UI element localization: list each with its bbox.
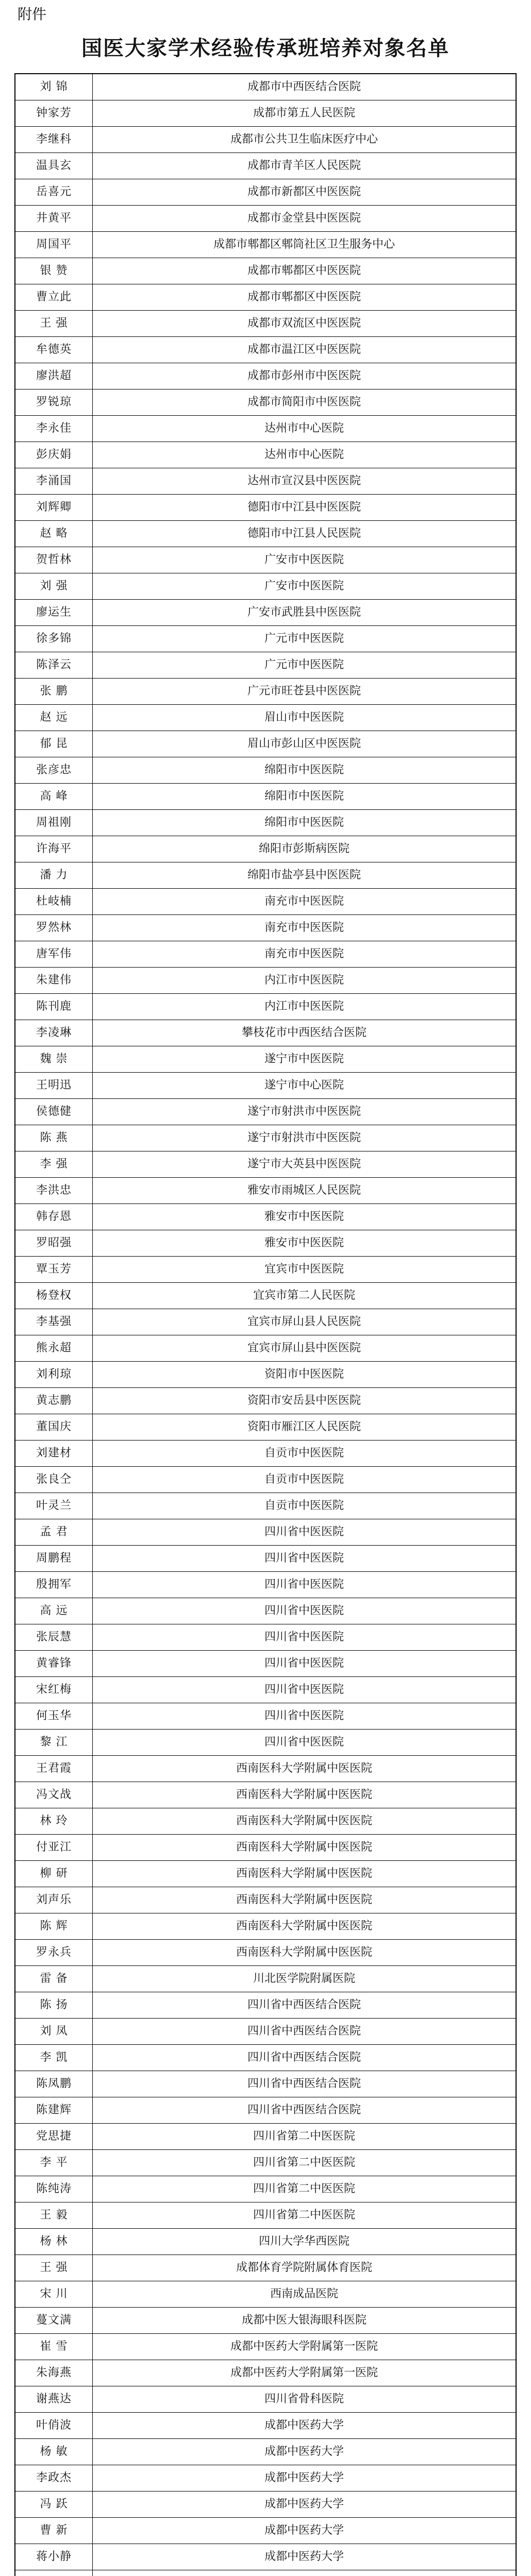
- table-row: [15, 1309, 516, 1335]
- trainee-name: 高 远: [15, 1598, 93, 1624]
- table-row: [15, 1388, 516, 1414]
- trainee-name: 彭庆娟: [15, 442, 93, 468]
- trainee-name: 赵 略: [15, 521, 93, 547]
- trainee-name: 蒋小静: [15, 2544, 93, 2570]
- table-row: [15, 836, 516, 862]
- trainee-name: 温具玄: [15, 153, 93, 179]
- table-row: [15, 2176, 516, 2202]
- institution-name: 西南医科大学附属中医医院: [236, 1867, 372, 1880]
- table-row: [15, 2045, 516, 2071]
- trainee-name: 冯 跃: [15, 2492, 93, 2517]
- trainee-name: 刘 强: [15, 573, 93, 599]
- institution-name: 南充市中医医院: [264, 895, 344, 908]
- institution-name: 成都市双流区中医医院: [247, 317, 361, 330]
- institution-name: 绵阳市中医医院: [264, 764, 344, 776]
- trainee-name: 陈刊鹿: [15, 994, 93, 1020]
- table-row: [15, 74, 516, 100]
- trainee-name: 何玉华: [15, 1703, 93, 1729]
- trainee-name: 李 强: [15, 1151, 93, 1177]
- table-row: [15, 127, 516, 153]
- trainee-name: 曹 新: [15, 2518, 93, 2544]
- trainee-name: 刘 凤: [15, 2019, 93, 2044]
- table-row: [15, 1204, 516, 1230]
- trainee-name: 张彦忠: [15, 757, 93, 783]
- table-row: [15, 232, 516, 258]
- trainee-name: 黎 江: [15, 1730, 93, 1755]
- table-row: [15, 652, 516, 679]
- trainee-name: 张 鹏: [15, 679, 93, 704]
- trainee-name: 贺哲林: [15, 547, 93, 573]
- table-row: [15, 626, 516, 652]
- institution-name: 西南医科大学附属中医医院: [236, 1946, 372, 1959]
- table-row: [15, 2281, 516, 2308]
- table-row: [15, 2570, 516, 2576]
- trainee-name: 朱海燕: [15, 2360, 93, 2386]
- institution-name: 西南医科大学附属中医医院: [236, 1788, 372, 1801]
- institution-name: 德阳市中江县人民医院: [247, 527, 361, 540]
- institution-name: 成都市郫都区中医医院: [247, 291, 361, 303]
- institution-name: 成都体育学院附属体育医院: [236, 2261, 372, 2274]
- institution-name: 西南医科大学附属中医医院: [236, 1762, 372, 1775]
- table-row: [15, 2150, 516, 2176]
- table-row: [15, 1913, 516, 1940]
- trainee-name: 王 强: [15, 2255, 93, 2281]
- institution-name: 绵阳市中医医院: [264, 816, 344, 829]
- trainee-name: 殷拥军: [15, 1572, 93, 1598]
- institution-name: 攀枝花市中西医结合医院: [241, 1026, 367, 1039]
- table-row: [15, 1572, 516, 1598]
- table-row: [15, 547, 516, 573]
- trainee-name: 陈建辉: [15, 2097, 93, 2123]
- institution-name: 自贡市中医医院: [264, 1499, 344, 1512]
- trainee-name: 柳 研: [15, 1861, 93, 1887]
- institution-name: [93, 2570, 516, 2576]
- institution-name: 四川省中西医结合医院: [247, 2025, 361, 2038]
- institution-name: 四川省中医医院: [264, 1604, 344, 1617]
- trainee-name: 牟德英: [15, 337, 93, 363]
- trainee-name: 高 峰: [15, 784, 93, 809]
- institution-name: 四川省中西医结合医院: [247, 2077, 361, 2090]
- institution-name: 眉山市中医医院: [264, 711, 344, 724]
- trainee-name: 王 强: [15, 311, 93, 336]
- institution-name: 绵阳市中医医院: [264, 790, 344, 803]
- table-row: [15, 2492, 516, 2518]
- institution-name: 达州市宣汉县中医医院: [247, 474, 361, 487]
- table-row: [15, 731, 516, 757]
- trainee-name: 宋 川: [15, 2281, 93, 2307]
- institution-name: 四川省中医医院: [264, 1657, 344, 1670]
- institution-name: 成都中医药大学: [264, 2550, 344, 2563]
- table-row: [15, 2124, 516, 2150]
- table-row: [15, 1519, 516, 1546]
- institution-name: 成都中医药大学: [264, 2498, 344, 2511]
- table-row: [15, 2071, 516, 2097]
- trainee-name: 杨 林: [15, 2229, 93, 2255]
- institution-name: 四川省中医医院: [264, 1578, 344, 1591]
- table-row: [15, 1992, 516, 2019]
- trainee-name: 唐军伟: [15, 941, 93, 967]
- table-row: [15, 2334, 516, 2360]
- institution-name: 资阳市中医医院: [264, 1368, 344, 1381]
- trainee-name: 陈 辉: [15, 1913, 93, 1939]
- institution-name: 四川省中西医结合医院: [247, 2104, 361, 2116]
- institution-name: 西南医科大学附属中医医院: [236, 1841, 372, 1854]
- trainee-name: 刘声乐: [15, 1887, 93, 1913]
- roster-table: [14, 73, 517, 2576]
- table-row: [15, 1546, 516, 1572]
- table-row: [15, 1178, 516, 1204]
- institution-name: 四川省中医医院: [264, 1526, 344, 1538]
- institution-name: 四川省第二中医医院: [253, 2130, 355, 2143]
- trainee-name: 刘利琼: [15, 1362, 93, 1387]
- institution-name: 绵阳市彭斯病医院: [258, 842, 350, 855]
- table-row: [15, 1073, 516, 1099]
- table-row: [15, 153, 516, 179]
- institution-name: 成都市青羊区人民医院: [247, 159, 361, 172]
- trainee-name: 张辰慧: [15, 1624, 93, 1650]
- institution-name: 四川省骨科医院: [264, 2393, 344, 2405]
- table-row: [15, 337, 516, 363]
- trainee-name: 李基强: [15, 1309, 93, 1335]
- trainee-name: 李继科: [15, 127, 93, 152]
- trainee-name: 韩存恩: [15, 1204, 93, 1230]
- table-row: [15, 968, 516, 994]
- trainee-name: 李 平: [15, 2150, 93, 2176]
- table-row: [15, 679, 516, 705]
- table-row: [15, 600, 516, 626]
- trainee-name: 周祖刚: [15, 810, 93, 836]
- institution-name: 川北医学院附属医院: [253, 1972, 355, 1985]
- trainee-name: 廖运生: [15, 600, 93, 625]
- table-row: [15, 1835, 516, 1861]
- table-row: [15, 705, 516, 731]
- annex-label: 附件: [18, 6, 47, 23]
- trainee-name: 周鹏程: [15, 1546, 93, 1571]
- trainee-name: 罗锐琼: [15, 389, 93, 415]
- institution-name: 成都市郫都区郫筒社区卫生服务中心: [213, 238, 395, 251]
- trainee-name: 潘 力: [15, 862, 93, 888]
- institution-name: 成都中医药大学附属第一医院: [230, 2366, 378, 2379]
- table-row: [15, 2386, 516, 2413]
- table-row: [15, 1020, 516, 1046]
- trainee-name: 李 凯: [15, 2045, 93, 2071]
- institution-name: 成都市温江区中医医院: [247, 343, 361, 356]
- table-row: [15, 1861, 516, 1887]
- trainee-name: 杨登权: [15, 1283, 93, 1309]
- trainee-name: 陈凤鹏: [15, 2071, 93, 2097]
- table-row: [15, 757, 516, 784]
- table-row: [15, 1782, 516, 1808]
- institution-name: 遂宁市射洪市中医医院: [247, 1131, 361, 1144]
- table-row: [15, 521, 516, 547]
- table-row: [15, 2518, 516, 2544]
- table-row: [15, 416, 516, 442]
- table-row: [15, 2413, 516, 2439]
- table-row: [15, 1230, 516, 1257]
- table-row: [15, 889, 516, 915]
- table-row: [15, 862, 516, 889]
- table-row: [15, 1887, 516, 1913]
- institution-name: 成都中医药大学: [264, 2524, 344, 2537]
- trainee-name: 黄睿锋: [15, 1651, 93, 1676]
- trainee-name: 刘 锦: [15, 74, 93, 100]
- institution-name: 成都市第五人民医院: [253, 107, 355, 120]
- table-row: [15, 1756, 516, 1782]
- trainee-name: 王明迅: [15, 1073, 93, 1098]
- table-row: [15, 206, 516, 232]
- table-row: [15, 363, 516, 389]
- institution-name: 达州市中心医院: [264, 448, 344, 461]
- institution-name: 成都市新都区中医医院: [247, 185, 361, 198]
- trainee-name: 雷 备: [15, 1966, 93, 1992]
- trainee-name: 岳喜元: [15, 179, 93, 205]
- table-row: [15, 2360, 516, 2386]
- trainee-name: 侯德健: [15, 1099, 93, 1125]
- institution-name: 成都中医药大学: [264, 2419, 344, 2432]
- trainee-name: 刘建材: [15, 1440, 93, 1466]
- institution-name: 四川省中医医院: [264, 1631, 344, 1643]
- table-row: [15, 915, 516, 941]
- institution-name: 四川省中医医院: [264, 1709, 344, 1722]
- institution-name: 成都市公共卫生临床医疗中心: [230, 133, 378, 146]
- institution-name: 自贡市中医医院: [264, 1473, 344, 1486]
- document-title: 国医大家学术经验传承班培养对象名单: [81, 36, 450, 60]
- table-row: [15, 1598, 516, 1624]
- trainee-name: 王 毅: [15, 2202, 93, 2228]
- institution-name: 四川省中西医结合医院: [247, 1998, 361, 2011]
- table-row: [15, 2019, 516, 2045]
- institution-name: 宜宾市中医医院: [264, 1263, 344, 1276]
- table-row: [15, 1362, 516, 1388]
- table-row: [15, 1099, 516, 1125]
- table-row: [15, 2229, 516, 2255]
- institution-name: 资阳市雁江区人民医院: [247, 1420, 361, 1433]
- trainee-name: 魏 崇: [15, 1046, 93, 1072]
- trainee-name: 林 玲: [15, 1808, 93, 1834]
- table-row: [15, 573, 516, 600]
- table-row: [15, 994, 516, 1020]
- institution-name: 四川大学华西医院: [258, 2235, 350, 2248]
- trainee-name: 付亚江: [15, 1835, 93, 1860]
- institution-name: 宜宾市第二人民医院: [253, 1289, 355, 1302]
- trainee-name: 廖洪超: [15, 363, 93, 389]
- table-row: [15, 2202, 516, 2229]
- table-row: [15, 1493, 516, 1519]
- institution-name: 内江市中医医院: [264, 974, 344, 987]
- table-row: [15, 2255, 516, 2281]
- institution-name: 雅安市中医医院: [264, 1236, 344, 1249]
- institution-name: 成都中医药大学: [264, 2471, 344, 2484]
- table-row: [15, 1151, 516, 1178]
- trainee-name: 银 赞: [15, 258, 93, 284]
- table-row: [15, 2439, 516, 2465]
- institution-name: 成都中医药大学附属第一医院: [230, 2340, 378, 2353]
- table-row: [15, 1046, 516, 1073]
- institution-name: 成都中医大银海眼科医院: [241, 2314, 367, 2327]
- institution-name: 西南医科大学附属中医医院: [236, 1815, 372, 1827]
- trainee-name: [15, 2570, 93, 2576]
- table-row: [15, 1440, 516, 1467]
- trainee-name: 覃玉芳: [15, 1257, 93, 1282]
- table-row: [15, 2308, 516, 2334]
- trainee-name: 朱建伟: [15, 968, 93, 993]
- trainee-name: 李涌国: [15, 468, 93, 494]
- table-row: [15, 1677, 516, 1703]
- trainee-name: 宋红梅: [15, 1677, 93, 1703]
- institution-name: 雅安市雨城区人民医院: [247, 1184, 361, 1197]
- institution-name: 成都市金堂县中医医院: [247, 212, 361, 225]
- institution-name: 广元市旺苍县中医医院: [247, 685, 361, 698]
- trainee-name: 钟家芳: [15, 100, 93, 126]
- table-row: [15, 468, 516, 495]
- trainee-name: 杜岐楠: [15, 889, 93, 914]
- table-row: [15, 258, 516, 284]
- trainee-name: 陈 燕: [15, 1125, 93, 1151]
- table-row: [15, 284, 516, 311]
- trainee-name: 陈泽云: [15, 652, 93, 678]
- institution-name: 西南医科大学附属中医医院: [236, 1920, 372, 1933]
- institution-name: 眉山市彭山区中医医院: [247, 737, 361, 750]
- table-row: [15, 1257, 516, 1283]
- trainee-name: 叶灵兰: [15, 1493, 93, 1519]
- institution-name: 宜宾市屏山县人民医院: [247, 1315, 361, 1328]
- table-row: [15, 1940, 516, 1966]
- institution-name: 西南医科大学附属中医医院: [236, 1893, 372, 1906]
- trainee-name: 刘辉卿: [15, 495, 93, 520]
- table-row: [15, 1414, 516, 1440]
- institution-name: 成都市郫都区中医医院: [247, 264, 361, 277]
- trainee-name: 井黄平: [15, 206, 93, 231]
- institution-name: 南充市中医医院: [264, 921, 344, 934]
- table-row: [15, 389, 516, 416]
- table-row: [15, 810, 516, 836]
- trainee-name: 谢燕达: [15, 2386, 93, 2412]
- table-row: [15, 941, 516, 968]
- table-row: [15, 1125, 516, 1151]
- trainee-name: 罗然林: [15, 915, 93, 941]
- institution-name: 遂宁市中医医院: [264, 1053, 344, 1065]
- table-row: [15, 1467, 516, 1493]
- trainee-name: 孟 君: [15, 1519, 93, 1545]
- institution-name: 雅安市中医医院: [264, 1210, 344, 1223]
- institution-name: 四川省中医医院: [264, 1552, 344, 1565]
- table-row: [15, 1651, 516, 1677]
- institution-name: 广元市中医医院: [264, 658, 344, 671]
- institution-name: 四川省第二中医医院: [253, 2182, 355, 2195]
- trainee-name: 徐多锦: [15, 626, 93, 652]
- table-row: [15, 1730, 516, 1756]
- trainee-name: 李政杰: [15, 2465, 93, 2491]
- trainee-name: 陈 扬: [15, 1992, 93, 2018]
- table-row: [15, 2544, 516, 2570]
- trainee-name: 罗昭强: [15, 1230, 93, 1256]
- institution-name: 遂宁市中心医院: [264, 1079, 344, 1092]
- table-row: [15, 1335, 516, 1362]
- institution-name: 四川省中医医院: [264, 1683, 344, 1696]
- institution-name: 四川省第二中医医院: [253, 2209, 355, 2222]
- institution-name: 广元市中医医院: [264, 632, 344, 645]
- table-row: [15, 2097, 516, 2124]
- trainee-name: 张良仝: [15, 1467, 93, 1493]
- institution-name: 四川省中西医结合医院: [247, 2051, 361, 2064]
- institution-name: 南充市中医医院: [264, 947, 344, 960]
- institution-name: 遂宁市大英县中医医院: [247, 1158, 361, 1171]
- trainee-name: 蔓文满: [15, 2308, 93, 2333]
- trainee-name: 周国平: [15, 232, 93, 258]
- institution-name: 成都中医药大学: [264, 2445, 344, 2458]
- trainee-name: 叶俏波: [15, 2413, 93, 2438]
- table-row: [15, 495, 516, 521]
- trainee-name: 郁 昆: [15, 731, 93, 757]
- table-row: [15, 1283, 516, 1309]
- institution-name: 广安市中医医院: [264, 580, 344, 592]
- institution-name: 成都市中西医结合医院: [247, 80, 361, 93]
- trainee-name: 许海平: [15, 836, 93, 862]
- trainee-name: 李永佳: [15, 416, 93, 442]
- trainee-name: 杨 敏: [15, 2439, 93, 2465]
- trainee-name: 李凌琳: [15, 1020, 93, 1046]
- table-row: [15, 100, 516, 127]
- trainee-name: 冯文战: [15, 1782, 93, 1808]
- institution-name: 四川省中医医院: [264, 1736, 344, 1749]
- table-row: [15, 179, 516, 206]
- trainee-name: 崔 雪: [15, 2334, 93, 2360]
- trainee-name: 陈纯涛: [15, 2176, 93, 2202]
- institution-name: 宜宾市屏山县中医医院: [247, 1342, 361, 1354]
- trainee-name: 王君霞: [15, 1756, 93, 1782]
- trainee-name: 罗永兵: [15, 1940, 93, 1965]
- trainee-name: 黄志鹏: [15, 1388, 93, 1414]
- table-row: [15, 311, 516, 337]
- table-row: [15, 1808, 516, 1835]
- institution-name: 成都市简阳市中医医院: [247, 396, 361, 409]
- trainee-name: 曹立此: [15, 284, 93, 310]
- institution-name: 绵阳市盐亭县中医医院: [247, 869, 361, 882]
- institution-name: 自贡市中医医院: [264, 1447, 344, 1460]
- trainee-name: 董国庆: [15, 1414, 93, 1440]
- institution-name: 广安市中医医院: [264, 553, 344, 566]
- table-row: [15, 2465, 516, 2492]
- trainee-name: 党思捷: [15, 2124, 93, 2149]
- table-row: [15, 1703, 516, 1730]
- table-row: [15, 1966, 516, 1992]
- institution-name: 内江市中医医院: [264, 1000, 344, 1013]
- table-row: [15, 1624, 516, 1651]
- table-row: [15, 784, 516, 810]
- table-row: [15, 442, 516, 468]
- institution-name: 德阳市中江县中医医院: [247, 501, 361, 514]
- trainee-name: 赵 远: [15, 705, 93, 731]
- institution-name: 西南成品医院: [270, 2287, 338, 2300]
- institution-name: 广安市武胜县中医医院: [247, 606, 361, 619]
- institution-name: 达州市中心医院: [264, 422, 344, 435]
- institution-name: 资阳市安岳县中医医院: [247, 1394, 361, 1407]
- trainee-name: 熊永超: [15, 1335, 93, 1361]
- institution-name: 遂宁市射洪市中医医院: [247, 1105, 361, 1118]
- trainee-name: 李洪忠: [15, 1178, 93, 1204]
- institution-name: 成都市彭州市中医医院: [247, 369, 361, 382]
- institution-name: 四川省第二中医医院: [253, 2156, 355, 2169]
